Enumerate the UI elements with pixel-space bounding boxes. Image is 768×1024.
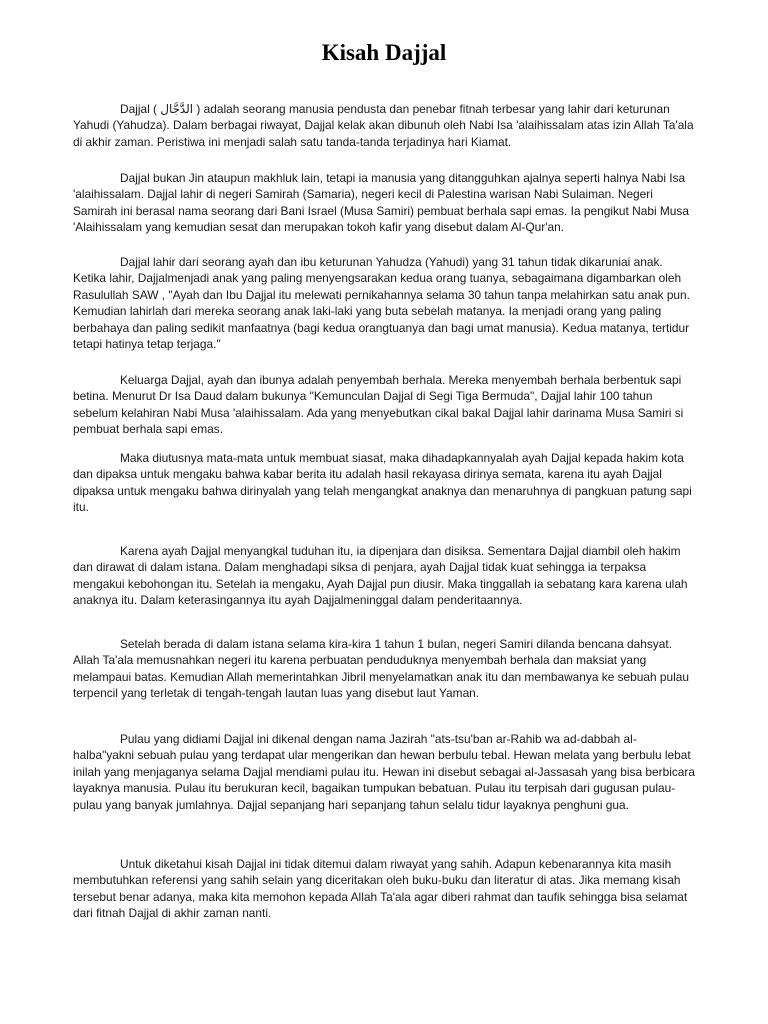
- paragraph: Dajjal ( الدَّجَّال ) adalah seorang manusia pendusta dan penebar fitnah terbesar yang lahir dari keturunan Yahudi (Yahudza). Dalam berbagai riwayat, Dajjal kelak akan dibunuh oleh Nabi Isa 'alaihissalam atas izin Allah Ta'ala di akhir zaman. Peristiwa ini menjadi salah satu tanda-tanda terjadinya hari Kiamat.: [73, 102, 694, 149]
- paragraph: Pulau yang didiami Dajjal ini dikenal dengan nama Jazirah "ats-tsu'ban ar-Rahib wa ad-dabbah al-halba"yakni sebuah pulau yang terdapat ular mengerikan dan hewan berbulu tebal. Hewan melata yang berbulu lebat inilah yang menjaganya selama Dajjal mendiami pulau itu. Hewan ini disebut sebagai al-Jassasah yang bisa berbicara layaknya manusia. Pulau itu berukuran kecil, bagaikan tumpukan bebatuan. Pulau itu terpisah dari gugusan pulau-pulau yang banyak jumlahnya. Dajjal sepanjang hari sepanjang tahun selalu tidur layaknya penghuni gua.: [73, 732, 695, 812]
- paragraph: Untuk diketahui kisah Dajjal ini tidak ditemui dalam riwayat yang sahih. Adapun kebenarannya kita masih membutuhkan referensi yang sahih selain yang diceritakan oleh buku-buku dan literatur di atas. Jika memang kisah tersebut benar adanya, maka kita memohon kepada Allah Ta'ala agar diberi rahmat dan taufik sehingga bisa selamat dari fitnah Dajjal di akhir zaman nanti.: [73, 857, 688, 921]
- paragraph: Keluarga Dajjal, ayah dan ibunya adalah penyembah berhala. Mereka menyembah berhala berbentuk sapi betina. Menurut Dr Isa Daud dalam bukunya "Kemunculan Dajjal di Segi Tiga Bermuda", Dajjal lahir 100 tahun sebelum kelahiran Nabi Musa 'alaihissalam. Ada yang menyebutkan cikal bakal Dajjal lahir darinama Musa Samiri si pembuat berhala sapi emas.: [73, 373, 684, 437]
- paragraph: Maka diutusnya mata-mata untuk membuat siasat, maka dihadapkannyalah ayah Dajjal kepada hakim kota dan dipaksa untuk mengaku bahwa kabar berita itu adalah hasil rekayasa dirinya semata, karena itu ayah Dajjal dipaksa untuk mengaku bahwa dirinyalah yang telah mengangkat anaknya dan menaruhnya di pangkuan patung sapi itu.: [73, 451, 692, 515]
- paragraph: Setelah berada di dalam istana selama kira-kira 1 tahun 1 bulan, negeri Samiri dilanda bencana dahsyat. Allah Ta'ala memusnahkan negeri itu karena perbuatan penduduknya menyembah berhala dan maksiat yang melampaui batas. Kemudian Allah memerintahkan Jibril menyelamatkan anak itu dan membawanya ke sebuah pulau terpencil yang terletak di tengah-tengah lautan luas yang disebut laut Yaman.: [73, 637, 690, 701]
- paragraph: Dajjal lahir dari seorang ayah dan ibu keturunan Yahudza (Yahudi) yang 31 tahun tidak dikaruniai anak. Ketika lahir, Dajjalmenjadi anak yang paling menyengsarakan kedua orang tuanya, sebagaimana digambarkan oleh Rasulullah SAW , "Ayah dan Ibu Dajjal itu melewati pernikahannya selama 30 tahun tanpa melahirkan satu anak pun. Kemudian lahirlah dari mereka seorang anak laki-laki yang buta sebelah matanya. Ia menjadi orang yang paling berbahaya dan paling sedikit manfaatnya (bagi kedua orangtuanya dan bagi umat manusia). Kedua matanya, tertidur tetapi hatinya tetap terjaga.": [73, 255, 690, 352]
- paragraph: Dajjal bukan Jin ataupun makhluk lain, tetapi ia manusia yang ditangguhkan ajalnya seperti halnya Nabi Isa 'alaihissalam. Dajjal lahir di negeri Samirah (Samaria), negeri kecil di Palestina warisan Nabi Sulaiman. Negeri Samirah ini berasal nama seorang dari Bani Israel (Musa Samiri) pembuat berhala sapi emas. Ia pengikut Nabi Musa 'Alaihissalam yang kemudian sesat dan merupakan tokoh kafir yang disebut dalam Al-Qur'an.: [73, 171, 689, 235]
- paragraph: Karena ayah Dajjal menyangkal tuduhan itu, ia dipenjara dan disiksa. Sementara Dajjal diambil oleh hakim dan dirawat di dalam istana. Dalam menghadapi siksa di penjara, ayah Dajjal tidak kuat sehingga ia terpaksa mengakui kebohongan itu. Setelah ia mengaku, Ayah Dajjal pun diusir. Maka tinggallah ia sebatang kara karena ulah anaknya itu. Dalam keterasingannya itu ayah Dajjalmeninggal dalam penderitaannya.: [73, 544, 688, 608]
- document-title: Kisah Dajjal: [321, 40, 447, 65]
